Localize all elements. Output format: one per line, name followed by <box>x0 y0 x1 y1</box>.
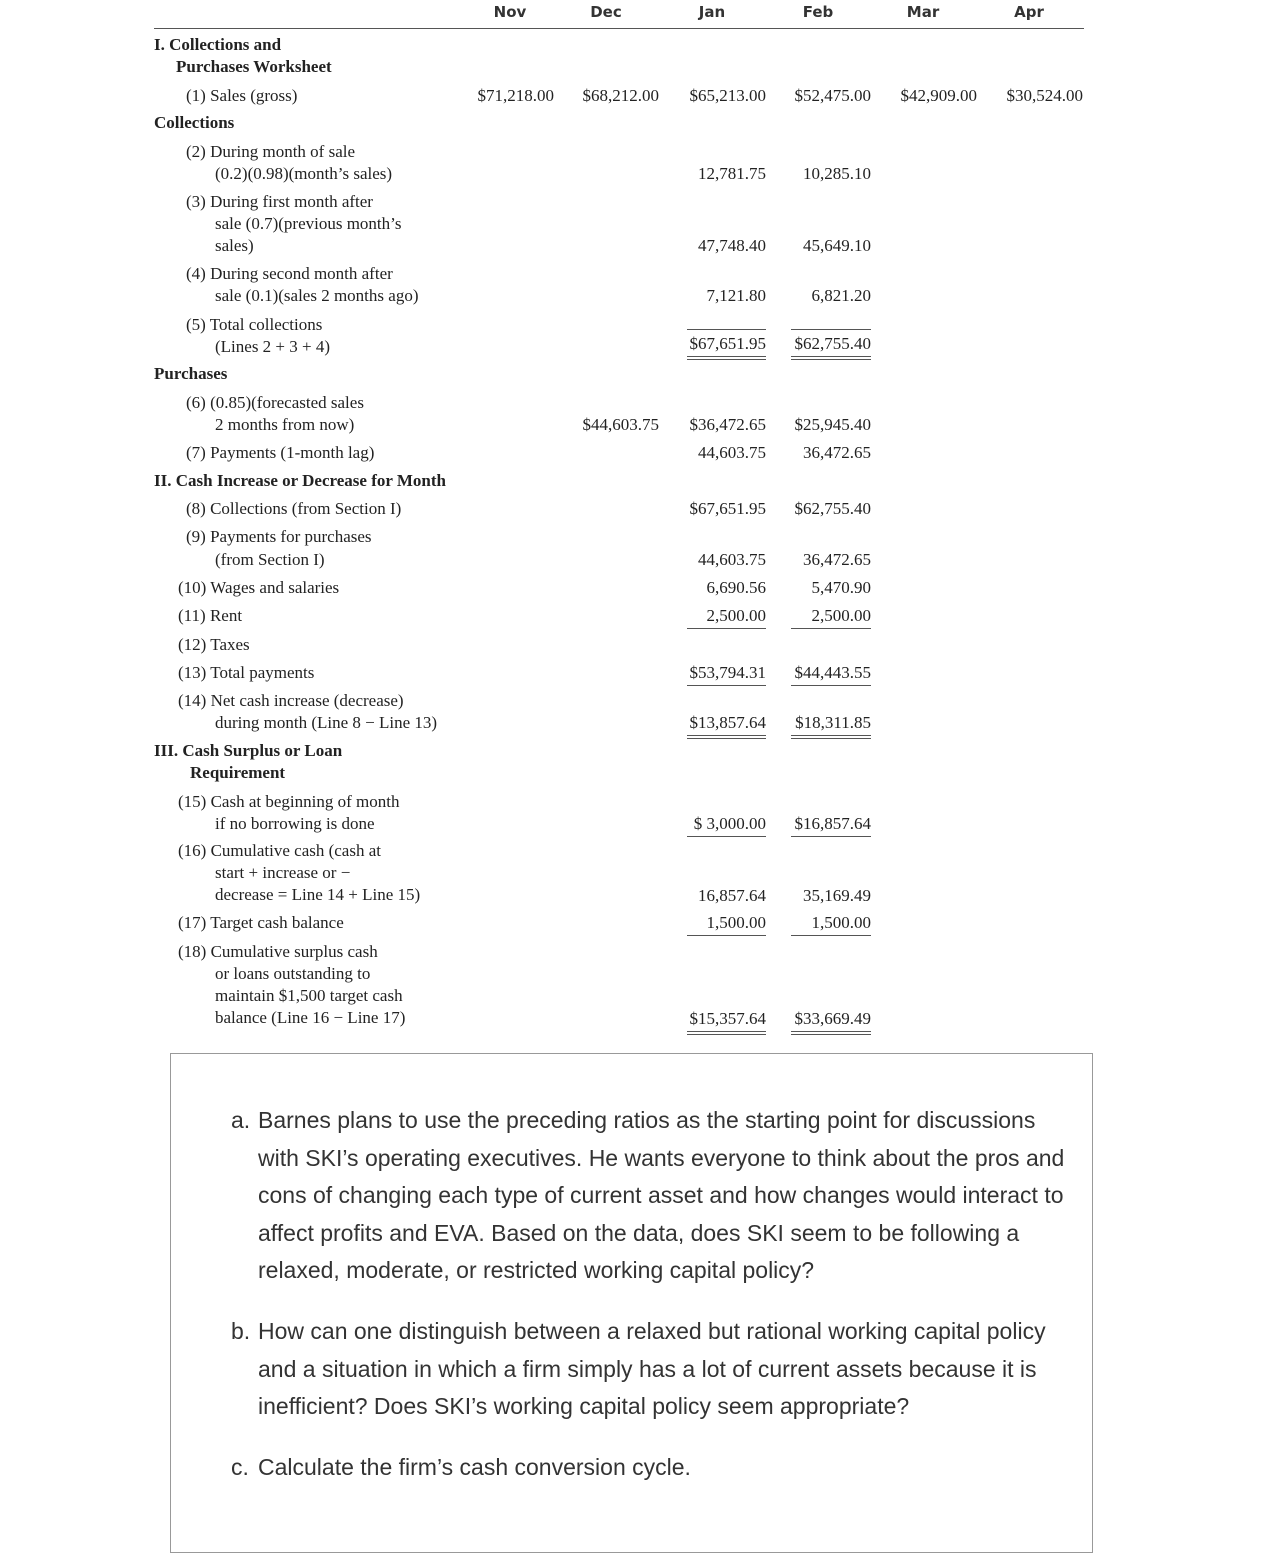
line-12-label: (12) Taxes <box>178 635 250 654</box>
line-6-jan: $36,472.65 <box>689 415 766 434</box>
line-7-jan: 44,603.75 <box>698 443 766 462</box>
line-15-jan: $ 3,000.00 <box>687 813 766 837</box>
line-18-label-cont3: balance (Line 16 − Line 17) <box>215 1008 406 1027</box>
line-8-jan: $67,651.95 <box>689 499 766 518</box>
line-4-feb: 6,821.20 <box>811 286 871 305</box>
line-11-feb: 2,500.00 <box>791 605 871 629</box>
line-9-feb: 36,472.65 <box>803 550 871 569</box>
line-14-label: (14) Net cash increase (decrease) <box>178 691 404 710</box>
section-3-heading-cont: Requirement <box>190 763 286 782</box>
line-14-label-cont: during month (Line 8 − Line 13) <box>215 713 438 732</box>
column-header-feb: Feb <box>802 3 834 21</box>
line-5-jan: $67,651.95 <box>687 329 766 360</box>
line-14-feb: $18,311.85 <box>791 712 871 739</box>
line-1-feb: $52,475.00 <box>794 86 871 105</box>
question-c-text: Calculate the firm’s cash conversion cycle. <box>258 1454 691 1480</box>
line-3-jan: 47,748.40 <box>698 236 766 255</box>
line-17-jan: 1,500.00 <box>687 912 766 936</box>
question-c-label: c. <box>231 1454 249 1480</box>
line-18-jan: $15,357.64 <box>687 1008 766 1035</box>
column-header-apr: Apr <box>1014 3 1044 21</box>
column-header-dec: Dec <box>590 3 622 21</box>
line-3-label-cont2: sales) <box>215 236 254 255</box>
line-10-label: (10) Wages and salaries <box>178 578 340 597</box>
line-13-jan: $53,794.31 <box>687 662 766 686</box>
line-4-label: (4) During second month after <box>186 264 393 283</box>
column-header-jan: Jan <box>698 3 726 21</box>
line-16-label: (16) Cumulative cash (cash at <box>178 841 381 860</box>
line-17-label: (17) Target cash balance <box>178 913 344 932</box>
line-9-label: (9) Payments for purchases <box>186 527 372 546</box>
line-1-label: (1) Sales (gross) <box>186 86 298 105</box>
line-1-nov: $71,218.00 <box>477 86 554 105</box>
line-8-label: (8) Collections (from Section I) <box>186 499 402 518</box>
line-5-label-cont: (Lines 2 + 3 + 4) <box>215 337 331 356</box>
line-5-feb: $62,755.40 <box>791 329 871 360</box>
line-4-jan: 7,121.80 <box>706 286 766 305</box>
line-2-label-cont: (0.2)(0.98)(month’s sales) <box>215 164 393 183</box>
line-7-feb: 36,472.65 <box>803 443 871 462</box>
line-18-label-cont2: maintain $1,500 target cash <box>215 986 403 1005</box>
line-10-feb: 5,470.90 <box>811 578 871 597</box>
line-17-feb: 1,500.00 <box>791 912 871 936</box>
line-9-jan: 44,603.75 <box>698 550 766 569</box>
line-3-label-cont: sale (0.7)(previous month’s <box>215 214 402 233</box>
line-16-label-cont: start + increase or − <box>215 863 351 882</box>
line-11-label: (11) Rent <box>178 606 243 625</box>
question-a <box>231 1102 1071 1290</box>
line-18-label: (18) Cumulative surplus cash <box>178 942 378 961</box>
line-5-label: (5) Total collections <box>186 315 323 334</box>
line-16-feb: 35,169.49 <box>803 886 871 905</box>
line-13-label: (13) Total payments <box>178 663 315 682</box>
section-1-heading: I. Collections and <box>154 35 282 54</box>
section-2-heading: II. Cash Increase or Decrease for Month <box>154 471 446 490</box>
column-header-nov: Nov <box>493 3 527 21</box>
line-15-label-cont: if no borrowing is done <box>215 814 375 833</box>
section-3-heading: III. Cash Surplus or Loan <box>154 741 343 760</box>
line-1-jan: $65,213.00 <box>689 86 766 105</box>
line-2-feb: 10,285.10 <box>803 164 871 183</box>
line-9-label-cont: (from Section I) <box>215 550 325 569</box>
line-11-jan: 2,500.00 <box>687 605 766 629</box>
line-6-label-cont: 2 months from now) <box>215 415 355 434</box>
line-14-jan: $13,857.64 <box>687 712 766 739</box>
question-b-label: b. <box>231 1318 251 1344</box>
line-13-feb: $44,443.55 <box>791 662 871 686</box>
question-b <box>231 1313 1071 1426</box>
line-1-mar: $42,909.00 <box>900 86 977 105</box>
line-2-jan: 12,781.75 <box>698 164 766 183</box>
line-18-label-cont: or loans outstanding to <box>215 964 371 983</box>
line-15-feb: $16,857.64 <box>791 813 871 837</box>
line-6-dec: $44,603.75 <box>582 415 659 434</box>
purchases-heading: Purchases <box>154 364 228 383</box>
question-a-text: Barnes plans to use the preceding ratios as the starting point for discussions with SKI’s operating executives. He wants everyone to think about the pros and cons of changing each type of current asset and how changes would interact to affect profits and EVA. Based on the data, does SKI seem to be following a relaxed, moderate, or restricted working capital policy? <box>258 1107 1065 1283</box>
question-c <box>231 1449 1071 1487</box>
line-15-label: (15) Cash at beginning of month <box>178 792 400 811</box>
line-18-feb: $33,669.49 <box>791 1008 871 1035</box>
line-7-label: (7) Payments (1-month lag) <box>186 443 375 462</box>
header-rule <box>154 28 1084 29</box>
section-1-heading-cont: Purchases Worksheet <box>176 57 332 76</box>
questions-box <box>170 1053 1093 1553</box>
question-a-label: a. <box>231 1107 251 1133</box>
collections-heading: Collections <box>154 113 235 132</box>
line-16-label-cont2: decrease = Line 14 + Line 15) <box>215 885 421 904</box>
line-1-dec: $68,212.00 <box>582 86 659 105</box>
line-8-feb: $62,755.40 <box>794 499 871 518</box>
question-b-text: How can one distinguish between a relaxed but rational working capital policy and a situation in which a firm simply has a lot of current assets because it is inefficient? Does SKI’s working capital policy seem appropriate? <box>258 1318 1046 1419</box>
line-1-apr: $30,524.00 <box>1006 86 1083 105</box>
line-6-feb: $25,945.40 <box>794 415 871 434</box>
line-16-jan: 16,857.64 <box>698 886 766 905</box>
line-4-label-cont: sale (0.1)(sales 2 months ago) <box>215 286 419 305</box>
line-3-label: (3) During first month after <box>186 192 373 211</box>
column-header-mar: Mar <box>906 3 940 21</box>
line-10-jan: 6,690.56 <box>706 578 766 597</box>
line-6-label: (6) (0.85)(forecasted sales <box>186 393 364 412</box>
line-3-feb: 45,649.10 <box>803 236 871 255</box>
line-2-label: (2) During month of sale <box>186 142 356 161</box>
